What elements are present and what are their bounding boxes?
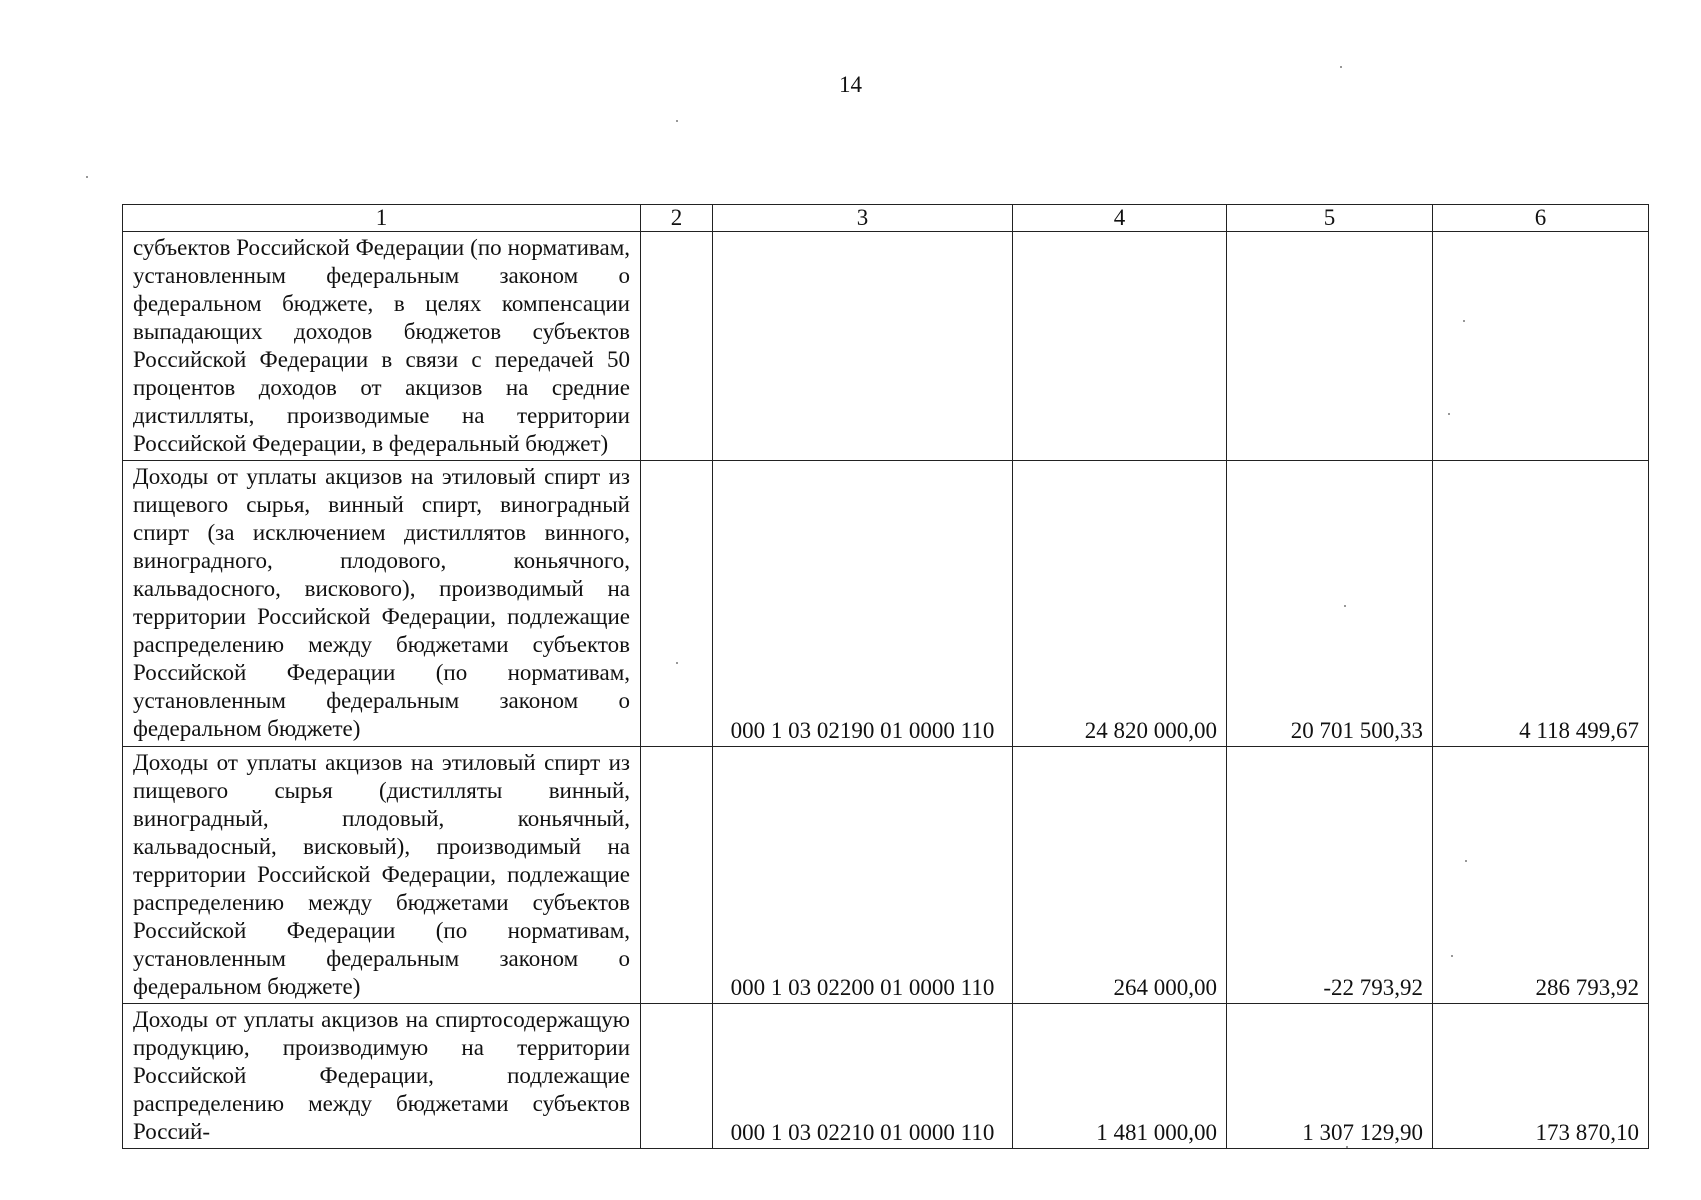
row-col2 xyxy=(641,747,713,1004)
row-col6: 286 793,92 xyxy=(1433,747,1649,1004)
budget-table xyxy=(122,204,1649,1149)
table-row xyxy=(123,747,1649,1004)
scan-speck xyxy=(1340,66,1342,68)
row-code xyxy=(713,232,1013,461)
row-col6: 173 870,10 xyxy=(1433,1004,1649,1149)
row-col5: 20 701 500,33 xyxy=(1227,461,1433,747)
header-cell-4: 4 xyxy=(1013,205,1227,232)
row-col4: 24 820 000,00 xyxy=(1013,461,1227,747)
row-description: Доходы от уплаты акцизов на спиртосодержащую продукцию, производимую на территории Российской Федерации, подлежащие распределению между бюджетами субъектов Россий- xyxy=(123,1004,641,1149)
header-cell-5: 5 xyxy=(1227,205,1433,232)
row-description: субъектов Российской Федерации (по нормативам, установленным федеральным законом о федеральном бюджете, в целях компенсации выпадающих доходов бюджетов субъектов Российской Федерации в связи с передачей 50 процентов доходов от акцизов на средние дистилляты, производимые на территории Российской Федерации, в федеральный бюджет) xyxy=(123,232,641,461)
row-col6: 4 118 499,67 xyxy=(1433,461,1649,747)
row-code: 000 1 03 02210 01 0000 110 xyxy=(713,1004,1013,1149)
row-col6 xyxy=(1433,232,1649,461)
row-code: 000 1 03 02190 01 0000 110 xyxy=(713,461,1013,747)
row-col5: -22 793,92 xyxy=(1227,747,1433,1004)
header-cell-2: 2 xyxy=(641,205,713,232)
row-col5 xyxy=(1227,232,1433,461)
row-col2 xyxy=(641,232,713,461)
header-row xyxy=(123,205,1649,232)
row-col4: 1 481 000,00 xyxy=(1013,1004,1227,1149)
page-number: 14 xyxy=(839,72,862,97)
row-col4: 264 000,00 xyxy=(1013,747,1227,1004)
row-col5: 1 307 129,90 xyxy=(1227,1004,1433,1149)
row-description: Доходы от уплаты акцизов на этиловый спирт из пищевого сырья (дистилляты винный, виноградный, плодовый, коньячный, кальвадосный, висковый), производимый на территории Российской Федерации, подлежащие распределению между бюджетами субъектов Российской Федерации (по нормативам, установленным федеральным законом о федеральном бюджете) xyxy=(123,747,641,1004)
header-cell-1: 1 xyxy=(123,205,641,232)
row-col4 xyxy=(1013,232,1227,461)
table-row xyxy=(123,232,1649,461)
row-description: Доходы от уплаты акцизов на этиловый спирт из пищевого сырья, винный спирт, виноградный спирт (за исключением дистиллятов винного, виноградного, плодового, коньячного, кальвадосного, вискового), производимый на территории Российской Федерации, подлежащие распределению между бюджетами субъектов Российской Федерации (по нормативам, установленным федеральным законом о федеральном бюджете) xyxy=(123,461,641,747)
scan-speck xyxy=(676,120,678,122)
table-row xyxy=(123,1004,1649,1149)
header-cell-6: 6 xyxy=(1433,205,1649,232)
scan-speck xyxy=(86,176,88,178)
header-cell-3: 3 xyxy=(713,205,1013,232)
row-col2 xyxy=(641,1004,713,1149)
row-col2 xyxy=(641,461,713,747)
table-row xyxy=(123,461,1649,747)
row-code: 000 1 03 02200 01 0000 110 xyxy=(713,747,1013,1004)
